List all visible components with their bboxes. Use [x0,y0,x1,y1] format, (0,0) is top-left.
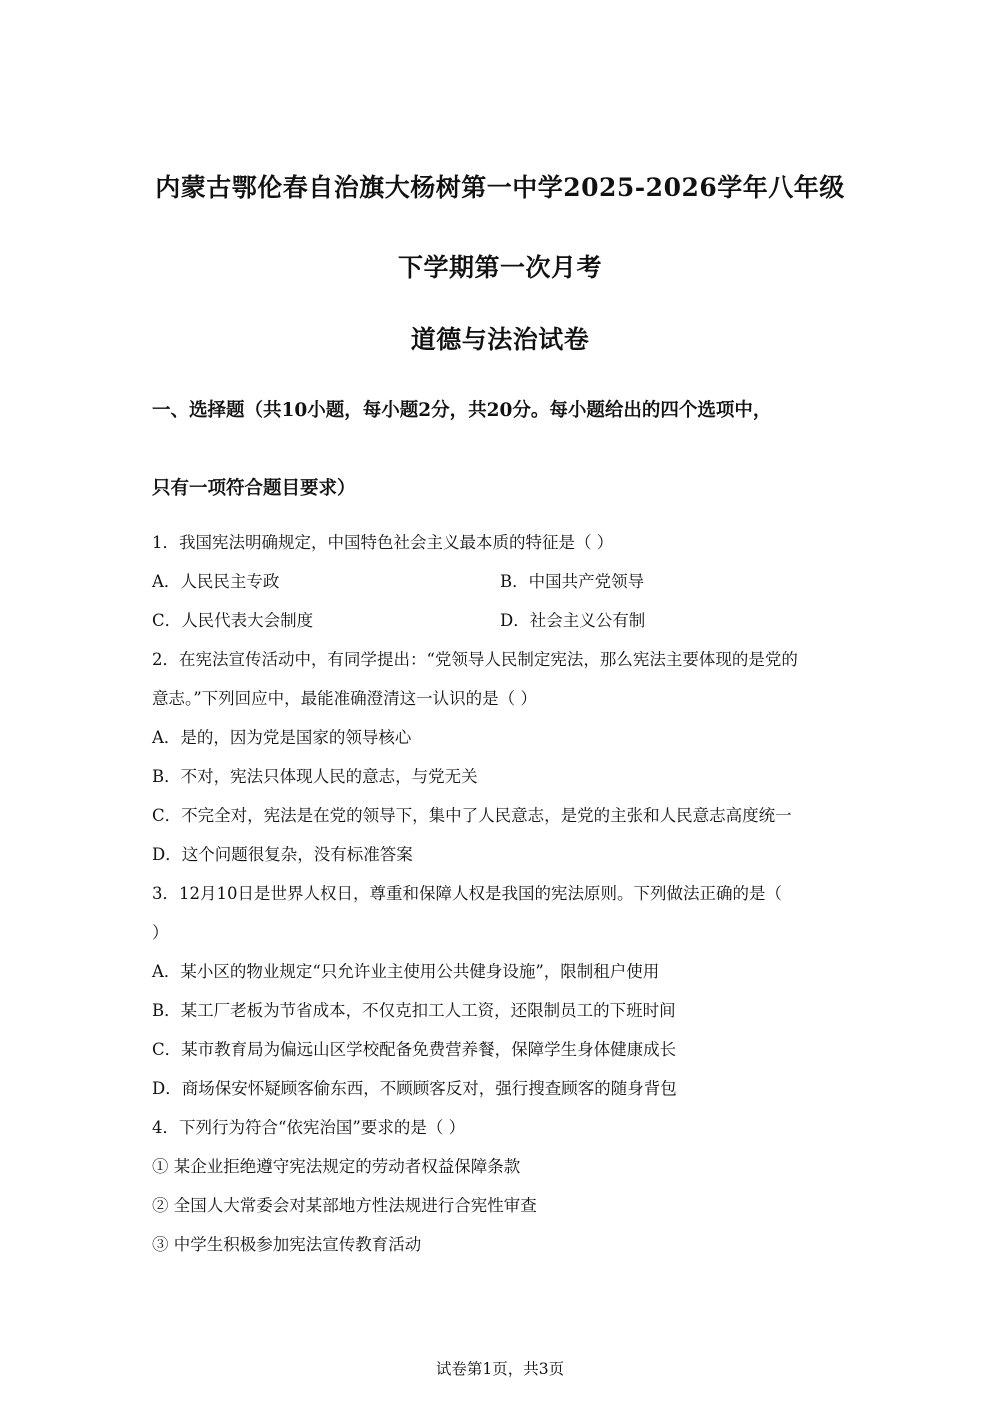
q3-option-d: D．商场保安怀疑顾客偷东西，不顾顾客反对，强行搜查顾客的随身背包 [152,1079,677,1098]
q2-option-c: C．不完全对，宪法是在党的领导下，集中了人民意志，是党的主张和人民意志高度统一 [152,806,792,825]
title-line-3: 道德与法治试卷 [410,325,590,354]
q2-stem-line-1: 2．在宪法宣传活动中，有同学提出：“党领导人民制定宪法，那么宪法主要体现的是党的 [152,650,798,669]
page-footer: 试卷第1页，共3页 [435,1360,565,1378]
q4-item-1: ① 某企业拒绝遵守宪法规定的劳动者权益保障条款 [152,1157,521,1176]
q1-option-d: D．社会主义公有制 [500,611,646,630]
title-line-2: 下学期第一次月考 [397,253,602,282]
q3-stem-line-2: ） [152,923,169,942]
q4-item-2: ② 全国人大常委会对某部地方性法规进行合宪性审查 [152,1196,537,1215]
section-heading-line-2: 只有一项符合题目要求） [152,478,356,499]
q2-stem-line-2: 意志。”下列回应中，最能准确澄清这一认识的是（ ） [152,689,537,708]
q2-option-b: B．不对，宪法只体现人民的意志，与党无关 [152,767,478,786]
q4-stem: 4．下列行为符合“依宪治国”要求的是（ ） [152,1118,466,1137]
q1-stem: 1．我国宪法明确规定，中国特色社会主义最本质的特征是（ ） [152,533,614,552]
q1-option-b: B．中国共产党领导 [500,572,645,591]
section-heading-line-1: 一、选择题（共10小题，每小题2分，共20分。每小题给出的四个选项中， [152,400,772,421]
q4-item-3: ③ 中学生积极参加宪法宣传教育活动 [152,1235,422,1254]
q3-stem-line-1: 3．12月10日是世界人权日，尊重和保障人权是我国的宪法原则。下列做法正确的是（ [152,884,782,903]
q2-option-a: A．是的，因为党是国家的领导核心 [152,728,412,747]
q3-option-c: C．某市教育局为偏远山区学校配备免费营养餐，保障学生身体健康成长 [152,1040,677,1059]
q3-option-b: B．某工厂老板为节省成本，不仅克扣工人工资，还限制员工的下班时间 [152,1001,676,1020]
q1-option-a: A．人民民主专政 [152,572,280,591]
q1-option-c: C．人民代表大会制度 [152,611,314,630]
q3-option-a: A．某小区的物业规定“只允许业主使用公共健身设施”，限制租户使用 [152,962,660,981]
title-line-1: 内蒙古鄂伦春自治旗大杨树第一中学2025-2026学年八年级 [155,173,845,202]
q2-option-d: D．这个问题很复杂，没有标准答案 [152,845,413,864]
